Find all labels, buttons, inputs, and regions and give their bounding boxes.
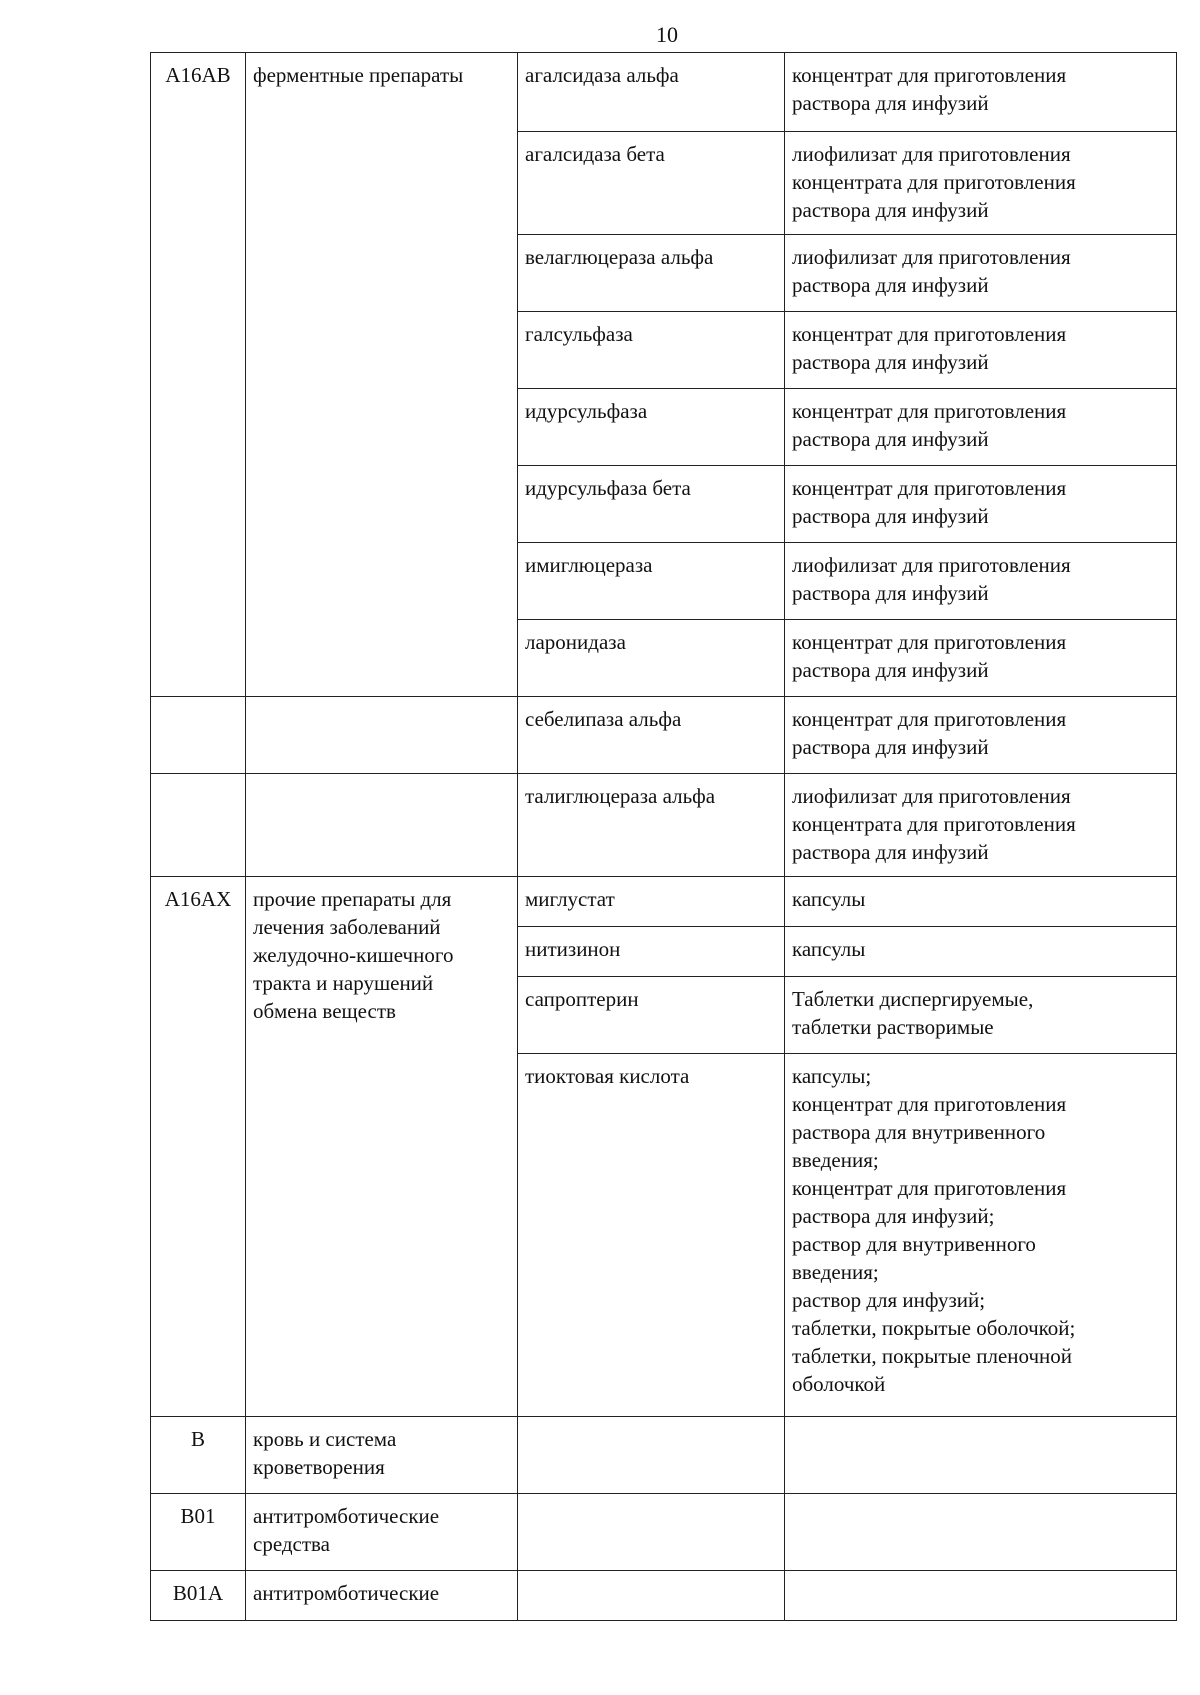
group-name-line: средства	[253, 1532, 331, 1556]
dosage-form-line: раствора для инфузий	[792, 658, 989, 682]
dosage-form-cell	[785, 235, 1177, 312]
dosage-form-line: раствора для инфузий	[792, 427, 989, 451]
drug-name-cell: идурсульфаза бета	[518, 466, 785, 543]
drug-name-cell: сапроптерин	[518, 977, 785, 1054]
dosage-form-line: концентрат для приготовления	[792, 707, 1067, 731]
atc-code-cell	[151, 697, 246, 774]
dosage-form-line: концентрат для приготовления	[792, 399, 1067, 423]
dosage-form-line: оболочкой	[792, 1372, 886, 1396]
drug-name-cell: тиоктовая кислота	[518, 1054, 785, 1417]
group-name-line: лечения заболеваний	[253, 915, 441, 939]
group-name-cell	[246, 53, 518, 697]
dosage-form-cell	[785, 927, 1177, 977]
dosage-form-cell	[785, 620, 1177, 697]
dosage-form-line: капсулы;	[792, 1064, 872, 1088]
dosage-form-cell	[785, 1054, 1177, 1417]
dosage-form-line: капсулы	[792, 887, 866, 911]
drug-name-cell: агалсидаза бета	[518, 132, 785, 235]
dosage-form-line: таблетки, покрытые оболочкой;	[792, 1316, 1076, 1340]
group-name-cell	[246, 697, 518, 774]
dosage-form-line: концентрат для приготовления	[792, 476, 1067, 500]
dosage-form-line: раствора для инфузий	[792, 350, 989, 374]
atc-code-cell: A16AB	[151, 53, 246, 697]
dosage-form-line: раствора для инфузий	[792, 198, 989, 222]
group-name-line: обмена веществ	[253, 999, 396, 1023]
dosage-form-cell	[785, 389, 1177, 466]
drug-name-cell: миглустат	[518, 877, 785, 927]
dosage-form-line: концентрата для приготовления	[792, 170, 1076, 194]
table-row	[151, 774, 1177, 877]
dosage-form-line: раствора для инфузий	[792, 840, 989, 864]
group-name-line: антитромботические	[253, 1504, 440, 1528]
group-name-line: тракта и нарушений	[253, 971, 434, 995]
drug-name-cell: галсульфаза	[518, 312, 785, 389]
dosage-form-line: таблетки растворимые	[792, 1015, 994, 1039]
table-body	[151, 53, 1177, 1621]
group-name-line: желудочно-кишечного	[253, 943, 454, 967]
dosage-form-line: введения;	[792, 1260, 879, 1284]
dosage-form-cell	[785, 132, 1177, 235]
atc-code-cell: B01	[151, 1494, 246, 1571]
dosage-form-cell	[785, 312, 1177, 389]
atc-code-cell: B01A	[151, 1571, 246, 1621]
drug-name-cell	[518, 1494, 785, 1571]
group-name-line: антитромботические	[253, 1581, 440, 1605]
page-number: 10	[656, 22, 678, 47]
drug-name-cell	[518, 1417, 785, 1494]
dosage-form-cell	[785, 53, 1177, 132]
dosage-form-cell	[785, 1417, 1177, 1494]
dosage-form-line: концентрат для приготовления	[792, 630, 1067, 654]
dosage-form-line: лиофилизат для приготовления	[792, 784, 1071, 808]
dosage-form-cell	[785, 977, 1177, 1054]
group-name-cell	[246, 1494, 518, 1571]
table-row	[151, 1571, 1177, 1621]
dosage-form-line: Таблетки диспергируемые,	[792, 987, 1034, 1011]
dosage-form-line: раствора для инфузий	[792, 91, 989, 115]
dosage-form-line: раствора для инфузий	[792, 273, 989, 297]
dosage-form-line: раствор для инфузий;	[792, 1288, 986, 1312]
drug-name-cell: велаглюцераза альфа	[518, 235, 785, 312]
table-row	[151, 697, 1177, 774]
dosage-form-line: раствора для инфузий;	[792, 1204, 995, 1228]
dosage-form-line: концентрат для приготовления	[792, 63, 1067, 87]
dosage-form-cell	[785, 774, 1177, 877]
dosage-form-line: лиофилизат для приготовления	[792, 142, 1071, 166]
drug-table	[150, 52, 1177, 1621]
drug-name-cell: себелипаза альфа	[518, 697, 785, 774]
drug-name-cell: имиглюцераза	[518, 543, 785, 620]
table-row	[151, 877, 1177, 927]
group-name-line: прочие препараты для	[253, 887, 452, 911]
group-name-line: ферментные препараты	[253, 63, 464, 87]
dosage-form-line: раствора для инфузий	[792, 504, 989, 528]
group-name-cell	[246, 1417, 518, 1494]
dosage-form-line: концентрат для приготовления	[792, 322, 1067, 346]
dosage-form-line: раствора для инфузий	[792, 735, 989, 759]
table-row	[151, 1494, 1177, 1571]
dosage-form-line: лиофилизат для приготовления	[792, 245, 1071, 269]
group-name-cell	[246, 877, 518, 1417]
group-name-line: кроветворения	[253, 1455, 385, 1479]
dosage-form-cell	[785, 697, 1177, 774]
atc-code-cell	[151, 774, 246, 877]
group-name-line: кровь и система	[253, 1427, 397, 1451]
table-row	[151, 53, 1177, 132]
dosage-form-line: введения;	[792, 1148, 879, 1172]
drug-name-cell: талиглюцераза альфа	[518, 774, 785, 877]
dosage-form-cell	[785, 877, 1177, 927]
group-name-cell	[246, 1571, 518, 1621]
table-row	[151, 1417, 1177, 1494]
dosage-form-line: концентрат для приготовления	[792, 1092, 1067, 1116]
dosage-form-line: лиофилизат для приготовления	[792, 553, 1071, 577]
atc-code-cell: B	[151, 1417, 246, 1494]
dosage-form-cell	[785, 466, 1177, 543]
dosage-form-line: таблетки, покрытые пленочной	[792, 1344, 1073, 1368]
dosage-form-line: концентрата для приготовления	[792, 812, 1076, 836]
dosage-form-line: концентрат для приготовления	[792, 1176, 1067, 1200]
drug-name-cell: ларонидаза	[518, 620, 785, 697]
dosage-form-line: раствор для внутривенного	[792, 1232, 1036, 1256]
drug-name-cell	[518, 1571, 785, 1621]
group-name-cell	[246, 774, 518, 877]
drug-name-cell: агалсидаза альфа	[518, 53, 785, 132]
dosage-form-cell	[785, 543, 1177, 620]
dosage-form-line: раствора для внутривенного	[792, 1120, 1046, 1144]
dosage-form-cell	[785, 1494, 1177, 1571]
drug-name-cell: идурсульфаза	[518, 389, 785, 466]
dosage-form-cell	[785, 1571, 1177, 1621]
drug-name-cell: нитизинон	[518, 927, 785, 977]
dosage-form-line: раствора для инфузий	[792, 581, 989, 605]
atc-code-cell: A16AX	[151, 877, 246, 1417]
dosage-form-line: капсулы	[792, 937, 866, 961]
